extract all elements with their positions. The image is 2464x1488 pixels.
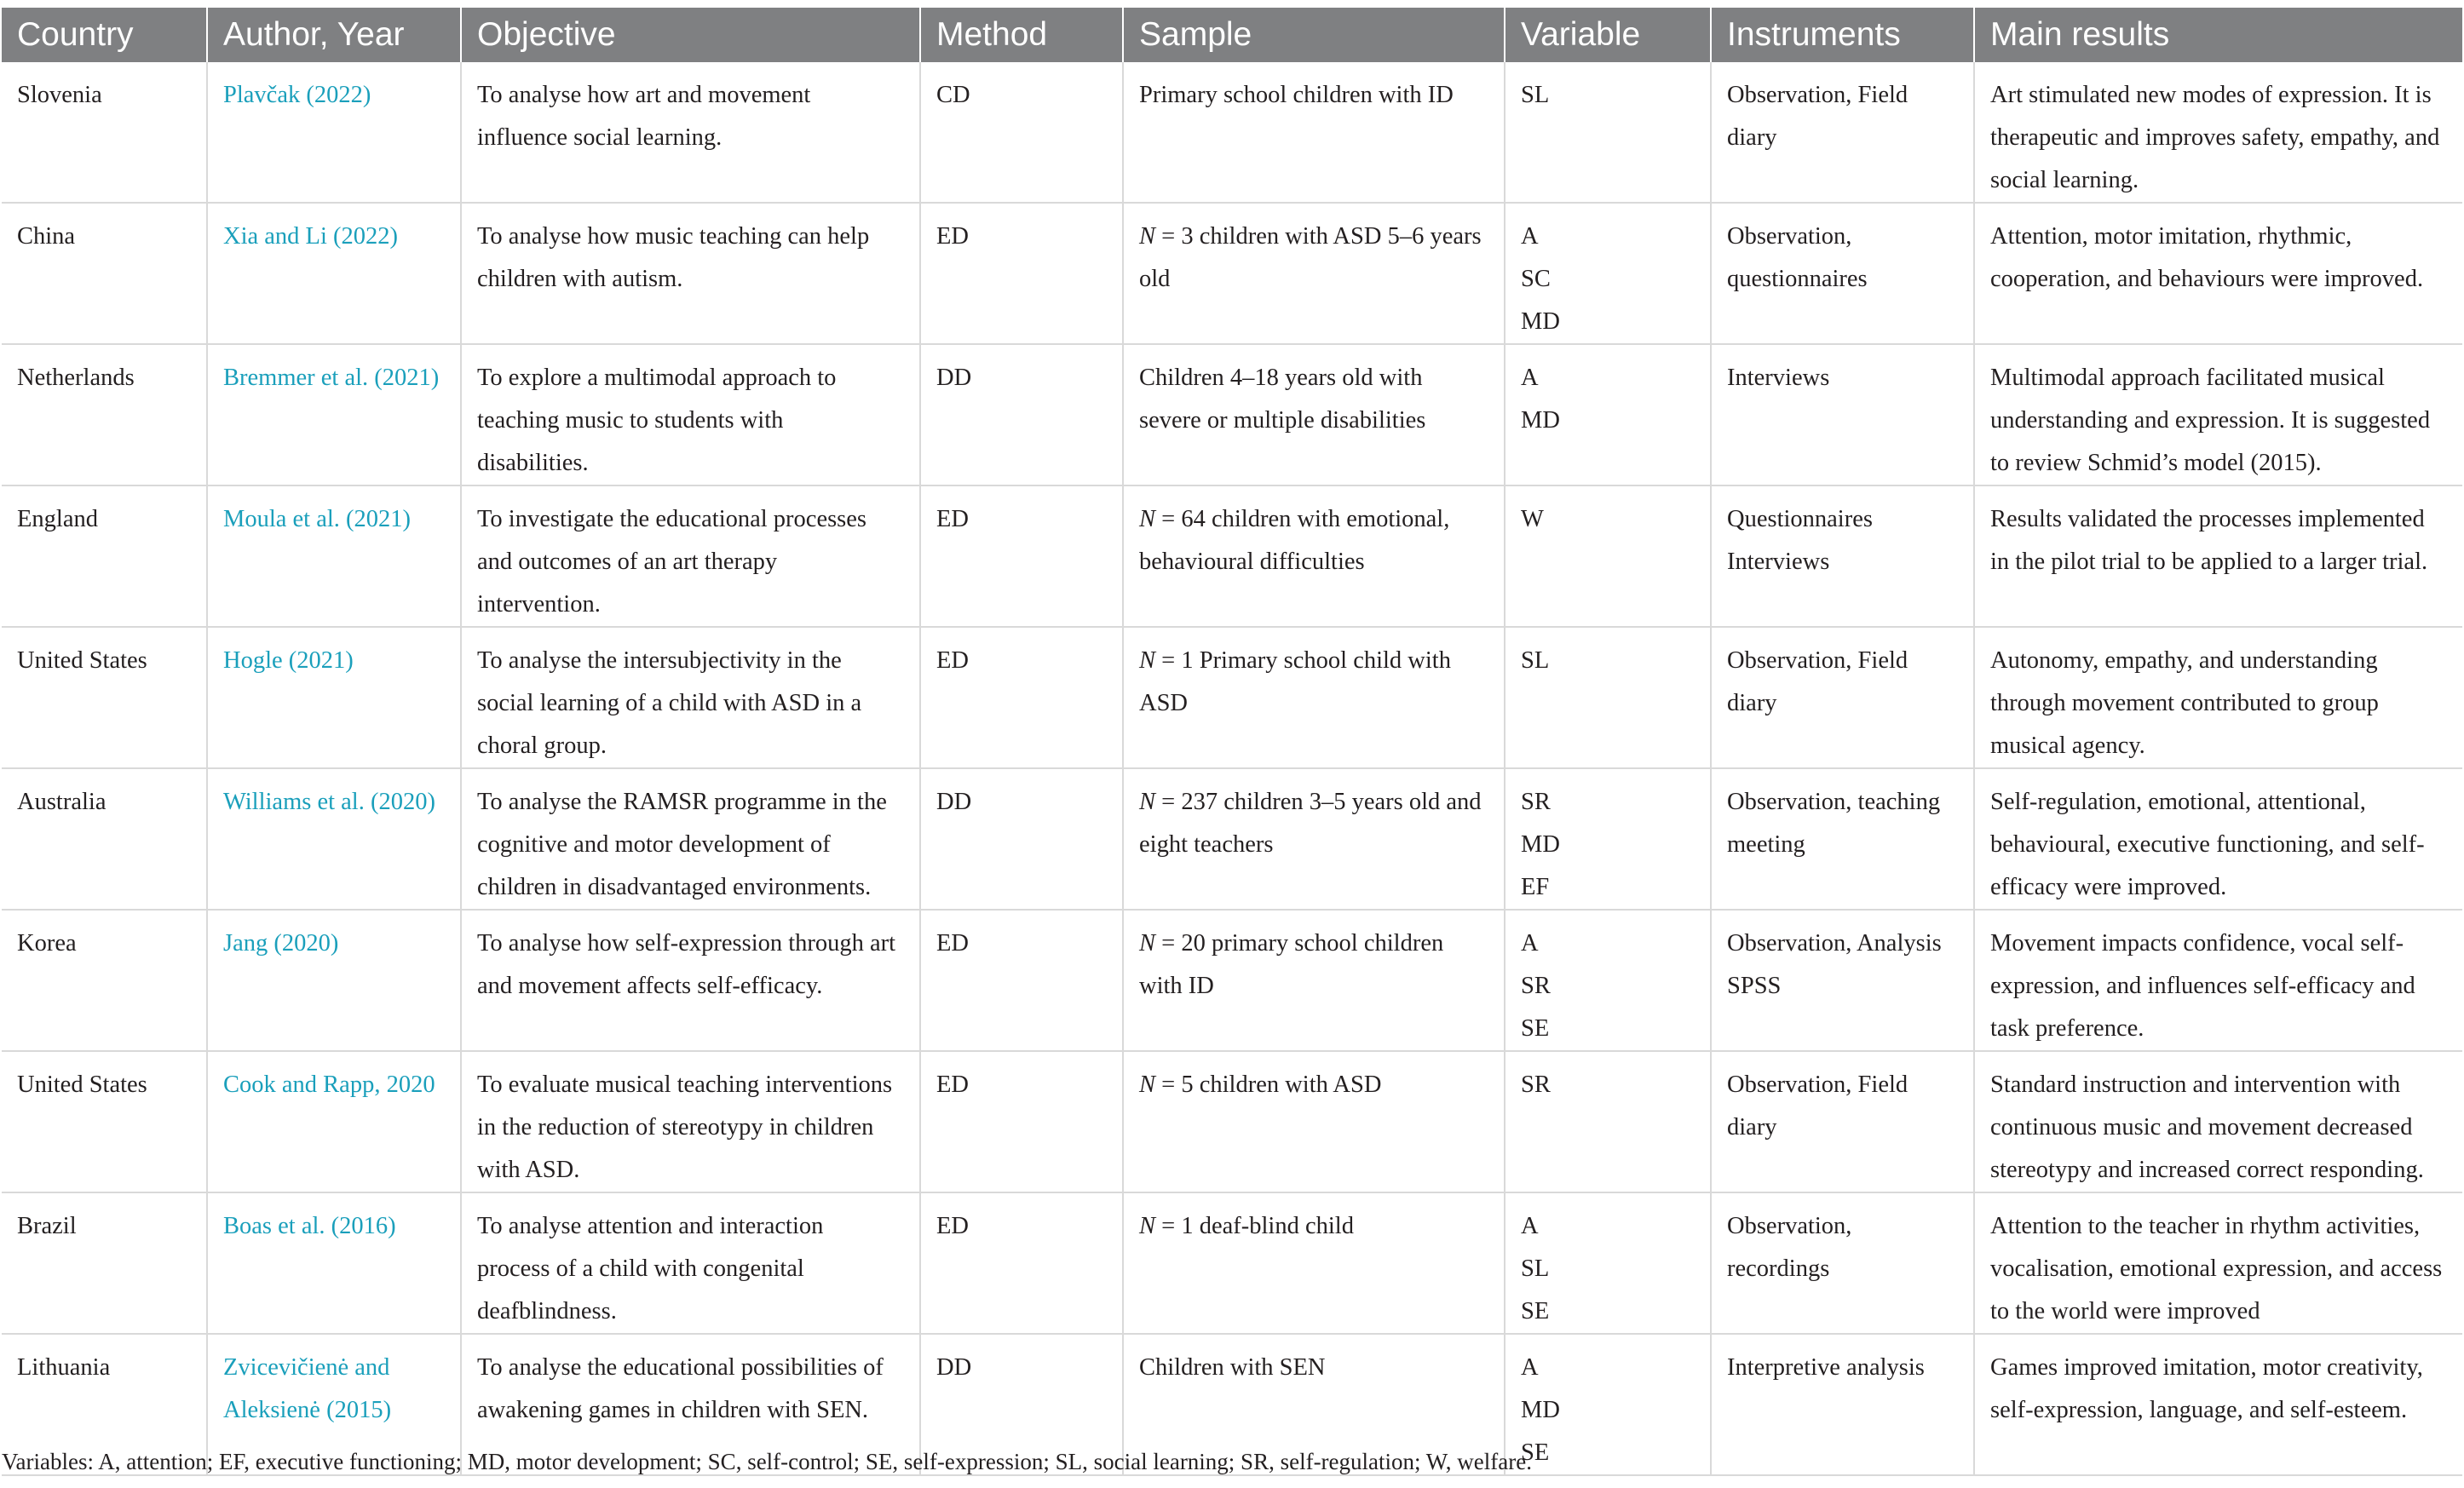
sample-text: = 5 children with ASD <box>1155 1071 1382 1098</box>
sample-text: Primary school children with ID <box>1139 82 1454 108</box>
cell-line <box>1139 682 1488 725</box>
cell-variable <box>1505 1051 1711 1192</box>
cell-country: Korea <box>2 910 207 1051</box>
cell-line <box>1139 1064 1488 1106</box>
cell-objective <box>461 768 920 910</box>
cell-variable <box>1505 62 1711 203</box>
cell-line: Observation, <box>1727 1213 1852 1239</box>
cell-line: EF <box>1521 874 1550 900</box>
cell-variable <box>1505 1192 1711 1334</box>
cell-line: in the reduction of stereotypy in children <box>477 1114 874 1140</box>
table-footnote: Variables: A, attention; EF, executive functioning; MD, motor development; SC, self-control; SE, self-expression; SL, social learning; SR, self-regulation; W, welfare. <box>2 1449 1532 1474</box>
cell-country: United States <box>2 1051 207 1192</box>
cell-line: choral group. <box>477 733 607 759</box>
cell-sample <box>1123 344 1505 485</box>
col-header-main-results: Main results <box>1974 8 2462 62</box>
cell-author-year <box>207 203 461 344</box>
sample-text: severe or multiple disabilities <box>1139 407 1426 434</box>
cell-line: A <box>1521 1354 1539 1381</box>
cell-sample <box>1123 1051 1505 1192</box>
cell-line: Autonomy, empathy, and understanding <box>1990 647 2378 674</box>
sample-text: = 237 children 3–5 years old and <box>1155 789 1482 815</box>
cell-method: ED <box>920 485 1123 627</box>
cell-author-year <box>207 1192 461 1334</box>
cell-line: Observation, Field <box>1727 1071 1908 1098</box>
cell-method: ED <box>920 627 1123 768</box>
cell-instruments <box>1711 910 1974 1051</box>
cell-line: MD <box>1521 831 1560 858</box>
cell-line: disabilities. <box>477 450 589 476</box>
cell-country: Australia <box>2 768 207 910</box>
cell-instruments <box>1711 1192 1974 1334</box>
cell-line: children with autism. <box>477 266 683 292</box>
table-row <box>2 485 2462 627</box>
cell-line: stereotypy and increased correct responding. <box>1990 1157 2424 1183</box>
cell-line: intervention. <box>477 591 601 618</box>
cell-objective <box>461 1192 920 1334</box>
cell-sample <box>1123 768 1505 910</box>
cell-line: Observation, Analysis <box>1727 930 1942 957</box>
table-row <box>2 627 2462 768</box>
cell-country: United States <box>2 627 207 768</box>
sample-text: Children with SEN <box>1139 1354 1326 1381</box>
cell-main-results <box>1974 1192 2462 1334</box>
sample-n-symbol: N <box>1139 789 1156 815</box>
cell-line: questionnaires <box>1727 266 1868 292</box>
author-citation-link[interactable]: Hogle (2021) <box>223 647 354 674</box>
cell-line: Art stimulated new modes of expression. It is <box>1990 82 2432 108</box>
cell-variable <box>1505 485 1711 627</box>
cell-line: teaching music to students with <box>477 407 784 434</box>
cell-country: England <box>2 485 207 627</box>
cell-country: Brazil <box>2 1192 207 1334</box>
cell-variable <box>1505 627 1711 768</box>
cell-line <box>1139 640 1488 682</box>
author-citation-link[interactable]: Boas et al. (2016) <box>223 1213 396 1239</box>
cell-author-year <box>207 485 461 627</box>
cell-line: SE <box>1521 1298 1550 1324</box>
cell-author-year <box>207 62 461 203</box>
cell-variable <box>1505 203 1711 344</box>
cell-line: and movement affects self-efficacy. <box>477 973 823 999</box>
table-row <box>2 1051 2462 1192</box>
cell-objective <box>461 203 920 344</box>
cell-line: W <box>1521 506 1544 532</box>
cell-line <box>1139 965 1488 1008</box>
cell-instruments <box>1711 344 1974 485</box>
cell-objective <box>461 62 920 203</box>
table-body <box>2 62 2462 1475</box>
sample-text: = 20 primary school children <box>1155 930 1444 957</box>
cell-main-results <box>1974 627 2462 768</box>
cell-line: and outcomes of an art therapy <box>477 549 778 575</box>
cell-method: ED <box>920 910 1123 1051</box>
cell-line <box>1139 541 1488 583</box>
cell-line: through movement contributed to group <box>1990 690 2379 716</box>
table-row <box>2 910 2462 1051</box>
sample-text: = 64 children with emotional, <box>1155 506 1450 532</box>
cell-line: SR <box>1521 973 1551 999</box>
table-row <box>2 62 2462 203</box>
cell-line: Observation, Field <box>1727 647 1908 674</box>
cell-line: diary <box>1727 690 1777 716</box>
cell-line: with ASD. <box>477 1157 580 1183</box>
cell-method: ED <box>920 1192 1123 1334</box>
sample-text: = 1 deaf-blind child <box>1155 1213 1354 1239</box>
cell-line: Observation, <box>1727 223 1852 250</box>
cell-line <box>1139 922 1488 965</box>
cell-variable <box>1505 344 1711 485</box>
cell-line <box>1139 498 1488 541</box>
sample-text: with ID <box>1139 973 1214 999</box>
cell-main-results <box>1974 485 2462 627</box>
cell-line <box>1139 1205 1488 1248</box>
table-row <box>2 768 2462 910</box>
cell-line: Attention to the teacher in rhythm activities, <box>1990 1213 2421 1239</box>
sample-text: = 1 Primary school child with <box>1155 647 1451 674</box>
cell-main-results <box>1974 1051 2462 1192</box>
cell-line: Self-regulation, emotional, attentional, <box>1990 789 2366 815</box>
cell-line: diary <box>1727 124 1777 151</box>
cell-method: CD <box>920 62 1123 203</box>
cell-main-results <box>1974 768 2462 910</box>
cell-line: A <box>1521 365 1539 391</box>
cell-author-year <box>207 910 461 1051</box>
col-header-instruments: Instruments <box>1711 8 1974 62</box>
cell-line: children in disadvantaged environments. <box>477 874 872 900</box>
cell-main-results <box>1974 344 2462 485</box>
cell-line: Games improved imitation, motor creativity, <box>1990 1354 2423 1381</box>
cell-line: social learning. <box>1990 167 2139 193</box>
cell-line: SPSS <box>1727 973 1782 999</box>
cell-line: MD <box>1521 1397 1560 1423</box>
cell-line: task preference. <box>1990 1015 2144 1042</box>
cell-line: awakening games in children with SEN. <box>477 1397 869 1423</box>
cell-author-year <box>207 768 461 910</box>
cell-instruments <box>1711 627 1974 768</box>
author-citation-link[interactable]: Bremmer et al. (2021) <box>223 365 440 391</box>
cell-line: Results validated the processes implemented <box>1990 506 2425 532</box>
sample-text: behavioural difficulties <box>1139 549 1365 575</box>
sample-n-symbol: N <box>1139 930 1156 957</box>
cell-line: To explore a multimodal approach to <box>477 365 837 391</box>
cell-line: A <box>1521 223 1539 250</box>
cell-line: SL <box>1521 82 1550 108</box>
cell-line: To analyse attention and interaction <box>477 1213 824 1239</box>
cell-line <box>1139 215 1488 258</box>
author-citation-link[interactable]: Xia and Li (2022) <box>223 223 398 250</box>
cell-line: Attention, motor imitation, rhythmic, <box>1990 223 2352 250</box>
cell-line: vocalisation, emotional expression, and access <box>1990 1255 2443 1282</box>
cell-sample <box>1123 485 1505 627</box>
cell-line <box>1139 781 1488 824</box>
col-header-sample: Sample <box>1123 8 1505 62</box>
cell-line: To evaluate musical teaching interventions <box>477 1071 893 1098</box>
cell-line: Observation, teaching <box>1727 789 1941 815</box>
cell-line: SR <box>1521 789 1551 815</box>
cell-line: To analyse how art and movement <box>477 82 811 108</box>
cell-line: social learning of a child with ASD in a <box>477 690 862 716</box>
cell-instruments <box>1711 62 1974 203</box>
cell-objective <box>461 1051 920 1192</box>
cell-country: Netherlands <box>2 344 207 485</box>
cell-line: MD <box>1521 407 1560 434</box>
cell-line: To analyse the intersubjectivity in the <box>477 647 842 674</box>
cell-author-year <box>207 627 461 768</box>
cell-line: SC <box>1521 266 1551 292</box>
table-row <box>2 344 2462 485</box>
sample-n-symbol: N <box>1139 1071 1156 1098</box>
cell-line: in the pilot trial to be applied to a larger trial. <box>1990 549 2428 575</box>
cell-main-results <box>1974 62 2462 203</box>
sample-text: Children 4–18 years old with <box>1139 365 1423 391</box>
cell-line: diary <box>1727 1114 1777 1140</box>
cell-line <box>1139 1347 1488 1389</box>
cell-line: to the world were improved <box>1990 1298 2260 1324</box>
cell-line: To analyse the educational possibilities of <box>477 1354 884 1381</box>
cell-line: deafblindness. <box>477 1298 617 1324</box>
cell-line <box>1139 824 1488 866</box>
cell-line: To investigate the educational processes <box>477 506 867 532</box>
cell-line: recordings <box>1727 1255 1830 1282</box>
cell-sample <box>1123 627 1505 768</box>
cell-line: expression, and influences self-efficacy and <box>1990 973 2415 999</box>
cell-line: musical agency. <box>1990 733 2145 759</box>
cell-line: self-expression, language, and self-esteem. <box>1990 1397 2408 1423</box>
cell-method: ED <box>920 1051 1123 1192</box>
cell-line: To analyse how music teaching can help <box>477 223 870 250</box>
author-citation-link[interactable]: Zvicevičienė and <box>223 1354 390 1381</box>
sample-text: = 3 children with ASD 5–6 years <box>1155 223 1482 250</box>
cell-line: Interviews <box>1727 549 1830 575</box>
sample-text: old <box>1139 266 1171 292</box>
cell-method: DD <box>920 344 1123 485</box>
cell-line: Observation, Field <box>1727 82 1908 108</box>
cell-line: understanding and expression. It is suggested <box>1990 407 2431 434</box>
sample-n-symbol: N <box>1139 506 1156 532</box>
cell-line: efficacy were improved. <box>1990 874 2227 900</box>
cell-objective <box>461 344 920 485</box>
header-row <box>2 8 2462 62</box>
col-header-author-year: Author, Year <box>207 8 461 62</box>
col-header-country: Country <box>2 8 207 62</box>
cell-line: Standard instruction and intervention with <box>1990 1071 2401 1098</box>
cell-line: behavioural, executive functioning, and self- <box>1990 831 2425 858</box>
cell-line <box>1139 258 1488 301</box>
cell-line: To analyse the RAMSR programme in the <box>477 789 887 815</box>
cell-line: SR <box>1521 1071 1551 1098</box>
sample-text: ASD <box>1139 690 1189 716</box>
cell-country: China <box>2 203 207 344</box>
cell-objective <box>461 485 920 627</box>
cell-main-results <box>1974 1334 2462 1475</box>
col-header-method: Method <box>920 8 1123 62</box>
cell-instruments <box>1711 1051 1974 1192</box>
cell-line: meeting <box>1727 831 1805 858</box>
table-row <box>2 203 2462 344</box>
cell-line <box>1139 399 1488 442</box>
cell-sample <box>1123 62 1505 203</box>
cell-method: DD <box>920 1334 1123 1475</box>
cell-line: SL <box>1521 1255 1550 1282</box>
cell-line: Interpretive analysis <box>1727 1354 1925 1381</box>
col-header-objective: Objective <box>461 8 920 62</box>
cell-line: To analyse how self-expression through art <box>477 930 896 957</box>
cell-sample <box>1123 910 1505 1051</box>
author-citation-link[interactable]: Cook and Rapp, 2020 <box>223 1071 435 1098</box>
cell-line <box>1139 357 1488 399</box>
cell-sample <box>1123 203 1505 344</box>
cell-line: SL <box>1521 647 1550 674</box>
cell-method: ED <box>920 203 1123 344</box>
author-citation-link[interactable]: Jang (2020) <box>223 930 339 957</box>
cell-line: A <box>1521 1213 1539 1239</box>
author-citation-link[interactable]: Aleksienė (2015) <box>223 1397 392 1423</box>
cell-author-year <box>207 1051 461 1192</box>
cell-line: Questionnaires <box>1727 506 1873 532</box>
author-citation-link[interactable]: Williams et al. (2020) <box>223 789 435 815</box>
sample-n-symbol: N <box>1139 223 1156 250</box>
cell-variable <box>1505 768 1711 910</box>
author-citation-link[interactable]: Moula et al. (2021) <box>223 506 412 532</box>
cell-line: therapeutic and improves safety, empathy, and <box>1990 124 2440 151</box>
cell-method: DD <box>920 768 1123 910</box>
col-header-variable: Variable <box>1505 8 1711 62</box>
cell-line: A <box>1521 930 1539 957</box>
cell-instruments <box>1711 203 1974 344</box>
cell-line: MD <box>1521 308 1560 335</box>
cell-line: process of a child with congenital <box>477 1255 804 1282</box>
cell-line: SE <box>1521 1439 1550 1466</box>
cell-line: Interviews <box>1727 365 1830 391</box>
sample-n-symbol: N <box>1139 647 1156 674</box>
cell-line <box>1139 74 1488 117</box>
cell-line: cooperation, and behaviours were improved. <box>1990 266 2424 292</box>
cell-line: Movement impacts confidence, vocal self- <box>1990 930 2404 957</box>
cell-country: Lithuania <box>2 1334 207 1475</box>
cell-variable <box>1505 1334 1711 1475</box>
cell-line: continuous music and movement decreased <box>1990 1114 2413 1140</box>
cell-objective <box>461 627 920 768</box>
cell-instruments <box>1711 768 1974 910</box>
studies-table <box>2 8 2462 1476</box>
cell-instruments <box>1711 485 1974 627</box>
cell-line: cognitive and motor development of <box>477 831 831 858</box>
author-citation-link[interactable]: Plavčak (2022) <box>223 82 371 108</box>
cell-variable <box>1505 910 1711 1051</box>
cell-line: to review Schmid’s model (2015). <box>1990 450 2322 476</box>
cell-main-results <box>1974 910 2462 1051</box>
cell-main-results <box>1974 203 2462 344</box>
cell-line: influence social learning. <box>477 124 723 151</box>
cell-country: Slovenia <box>2 62 207 203</box>
table-row <box>2 1192 2462 1334</box>
cell-author-year <box>207 344 461 485</box>
cell-instruments <box>1711 1334 1974 1475</box>
cell-objective <box>461 910 920 1051</box>
cell-sample <box>1123 1192 1505 1334</box>
cell-line: SE <box>1521 1015 1550 1042</box>
sample-text: eight teachers <box>1139 831 1274 858</box>
cell-line: Multimodal approach facilitated musical <box>1990 365 2385 391</box>
sample-n-symbol: N <box>1139 1213 1156 1239</box>
